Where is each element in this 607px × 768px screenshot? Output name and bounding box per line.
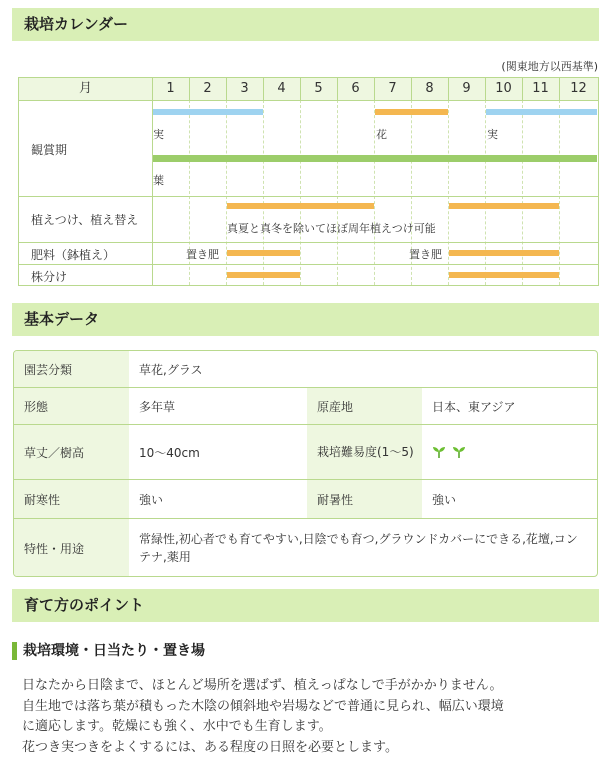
region-note: (関東地方以西基準) xyxy=(501,60,598,73)
table-row xyxy=(14,388,597,425)
month-6: 6 xyxy=(351,81,360,96)
classification-value: 草花,グラス xyxy=(139,362,203,377)
month-9: 9 xyxy=(462,81,471,96)
fruit-period-bar-1 xyxy=(153,109,263,115)
month-5: 5 xyxy=(314,81,323,96)
cold-resistance-label: 耐寒性 xyxy=(14,480,129,518)
difficulty-value xyxy=(422,425,597,479)
features-label: 特性・用途 xyxy=(14,519,129,577)
row-label-viewing: 観賞期 xyxy=(31,143,68,157)
fertilizer-label-1: 置き肥 xyxy=(186,248,219,261)
fertilizer-bar-1 xyxy=(227,250,300,256)
environment-subheading xyxy=(12,640,205,660)
month-4: 4 xyxy=(277,81,286,96)
paragraph-line: 自生地では落ち葉が積もった木陰の傾斜地や岩場などで普通に見られ、幅広い環境 xyxy=(22,698,504,714)
form-value: 多年草 xyxy=(139,399,176,414)
division-bar-1 xyxy=(227,272,300,278)
planting-bar-2 xyxy=(449,203,559,209)
month-2: 2 xyxy=(203,81,212,96)
paragraph-line: 日なたから日陰まで、ほとんど場所を選ばず、植えっぱなしで手がかかりません。 xyxy=(22,678,503,693)
environment-subheading-text: 栽培環境・日当たり・置き場 xyxy=(23,643,205,659)
heat-resistance-value: 強い xyxy=(432,492,457,507)
leaf-period-bar xyxy=(153,155,597,162)
paragraph-line: 花つき実つきをよくするには、ある程度の日照を必要とします。 xyxy=(22,739,398,755)
fertilizer-label-2: 置き肥 xyxy=(409,248,442,261)
form-label: 形態 xyxy=(14,388,129,424)
division-bar-2 xyxy=(449,272,559,278)
height-value: 10～40cm xyxy=(139,445,200,460)
month-1: 1 xyxy=(166,81,175,96)
month-10: 10 xyxy=(495,81,512,96)
month-7: 7 xyxy=(388,81,397,96)
origin-value: 日本、東アジア xyxy=(432,399,516,414)
calendar-grid xyxy=(18,77,599,286)
leaf-label: 葉 xyxy=(153,174,164,187)
features-value: 常緑性,初心者でも育てやすい,日陰でも育つ,グラウンドカバーにできる,花壇,コンテナ,薬用 xyxy=(139,532,578,564)
table-row xyxy=(14,425,597,480)
sprout-icon xyxy=(432,445,470,459)
fruit-label-2: 実 xyxy=(487,128,498,141)
table-row xyxy=(14,519,597,577)
month-8: 8 xyxy=(425,81,434,96)
heat-resistance-label: 耐暑性 xyxy=(307,480,422,518)
basic-data-section-header: 基本データ xyxy=(12,303,599,336)
calendar-section-header: 栽培カレンダー xyxy=(12,8,599,41)
origin-label: 原産地 xyxy=(307,388,422,424)
flower-period-bar xyxy=(375,109,448,115)
cold-resistance-value: 強い xyxy=(139,492,164,507)
fertilizer-bar-2 xyxy=(449,250,559,256)
flower-label: 花 xyxy=(376,128,387,141)
row-label-fertilizer: 肥料（鉢植え） xyxy=(31,248,116,262)
difficulty-label: 栽培難易度(1～5) xyxy=(307,425,422,479)
height-label: 草丈／樹高 xyxy=(14,425,129,479)
table-row xyxy=(14,351,597,388)
planting-bar-1 xyxy=(227,203,374,209)
month-12: 12 xyxy=(570,81,587,96)
classification-label: 園芸分類 xyxy=(14,351,129,387)
cultivation-calendar xyxy=(18,77,599,286)
table-row xyxy=(14,480,597,519)
row-label-division: 株分け xyxy=(31,270,68,284)
environment-text xyxy=(22,676,592,758)
tips-section-header: 育て方のポイント xyxy=(12,589,599,622)
basic-data-table xyxy=(13,350,598,577)
planting-note: 真夏と真冬を除いてほぼ周年植えつけ可能 xyxy=(227,222,436,235)
row-label-planting: 植えつけ、植え替え xyxy=(31,213,139,227)
fruit-period-bar-2 xyxy=(486,109,597,115)
paragraph-line: に適応します。乾燥にも強く、水中でも生育します。 xyxy=(22,719,332,734)
fruit-label-1: 実 xyxy=(153,128,164,141)
subheading-marker xyxy=(12,642,17,660)
month-11: 11 xyxy=(532,81,549,96)
month-column-label: 月 xyxy=(78,81,92,96)
month-3: 3 xyxy=(240,81,249,96)
